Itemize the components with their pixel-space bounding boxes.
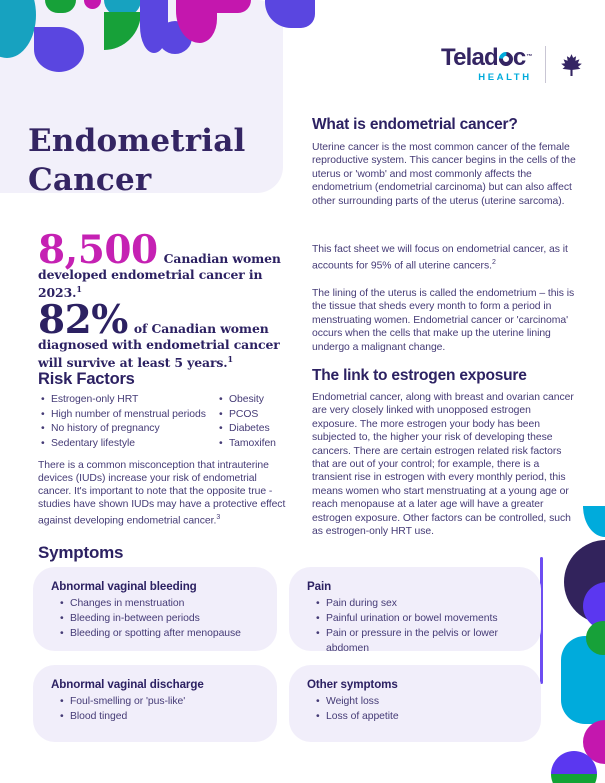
risk-factors-heading: Risk Factors [38,370,135,388]
card-item: • Painful urination or bowel movements [315,611,523,626]
card-title: Other symptoms [307,678,398,691]
risk-item: • Diabetes [218,422,308,437]
what-is-paragraph-3: The lining of the uterus is called the endometrium – this is the tissue that sheds every month to form a period in menstruating women. Endometrial cancer or 'carcinoma' occurs when the cells that make up the uterine lining undergo a malignant change. [312,288,575,353]
logo-text [441,46,532,83]
logo-brand-start: Telad [441,44,498,71]
estrogen-paragraph: Endometrial cancer, along with breast and ovarian cancer are very closely linked with unopposed estrogen exposure. The more estrogen your body has been subjected to, the higher your risk of developing these cancers. There are certain estrogen related risk factors that are out of your control; for example, there is a transient rise in estrogen with every monthly period, this means women who start menstruating at a young age or reach menopause at a later age will have a greater estrogen exposure. Other factors can be controlled, such as estrogen-only HRT use. [312,392,574,538]
logo-brand [441,46,532,70]
risk-note-footnote: 3 [216,514,221,521]
teladoc-logo [441,46,584,83]
page-title-line1: Endometrial [28,122,246,159]
card-list [307,694,523,724]
what-is-heading: What is endometrial cancer? [312,116,518,133]
card-list [51,694,259,724]
symptom-card-pain [289,567,541,654]
card-title: Abnormal vaginal discharge [51,678,204,691]
risk-item: • Estrogen-only HRT [40,393,215,408]
risk-item: • High number of menstrual periods [40,408,215,423]
symptom-card-bleeding [33,567,277,651]
logo-divider [545,46,546,83]
logo-trademark: ™ [526,54,532,60]
card-title: Pain [307,580,332,593]
card-item: • Changes in menstruation [59,596,259,611]
card-item: • Blood tinged [59,709,259,724]
stat-text: Canadian women developed endometrial cancer in 2023. [38,251,281,301]
estrogen-heading: The link to estrogen exposure [312,367,527,384]
risk-factors-note [38,459,292,527]
card-item: • Loss of appetite [315,709,523,724]
card-list [307,596,523,656]
symptoms-heading: Symptoms [38,543,124,562]
stat-text: of Canadian women diagnosed with endometrial cancer will survive at least 5 years. [38,321,280,371]
stat-callout-incidence [38,227,290,301]
decorative-shape-cyan-quarter [583,506,605,537]
stat-value: 8,500 [38,227,158,274]
page-title-line2: Cancer [28,161,152,198]
risk-item: • PCOS [218,408,308,423]
risk-factors-col1 [40,393,215,451]
card-list [51,596,259,641]
card-item: • Pain or pressure in the pelvis or lower abdomen [315,626,523,656]
card-item: • Bleeding in-between periods [59,611,259,626]
page-title [28,122,278,200]
maple-leaf-icon [559,50,584,80]
risk-item: • Tamoxifen [218,437,308,452]
card-item: • Pain during sex [315,596,523,611]
logo-brand-end: c [512,44,526,71]
card-title: Abnormal vaginal bleeding [51,580,197,593]
what-is-paragraph-1: Uterine cancer is the most common cancer of the female reproductive system. This cancer begins in the cells of the uterus or 'womb' and most commonly affects the endometrium (endometrial carcinoma) but can also affect other surrounding parts of the uterus (uterine sarcoma). [312,142,576,207]
stat-callout-survival [38,297,290,371]
symptom-card-discharge [33,665,277,742]
what-is-paragraph-2 [312,243,578,273]
card-item: • Bleeding or spotting after menopause [59,626,259,641]
what-is-footnote: 2 [491,259,496,267]
card-item: • Foul-smelling or 'pus-like' [59,694,259,709]
risk-factors-col2 [218,393,308,451]
stat-footnote: 1 [227,354,233,365]
risk-item: • Obesity [218,393,308,408]
card-item: • Weight loss [315,694,523,709]
symptom-card-other [289,665,541,742]
risk-note-text: There is a common misconception that intrauterine devices (IUDs) increase your risk of endometrial cancer. It's important to note that the opposite true - studies have shown IUDs may have a protective effect against developing endometrial cancer. [38,460,286,527]
decorative-shape-purple-petal [34,27,84,72]
risk-item: • Sedentary lifestyle [40,437,215,452]
stat-footnote: 1 [76,284,82,295]
what-is-paragraph-2-text: This fact sheet we will focus on endometrial cancer, as it accounts for 95% of all uterine cancers. [312,244,568,272]
decorative-shape-magenta-wave [205,0,251,13]
stat-value: 82% [38,297,128,344]
logo-health-label: HEALTH [478,72,532,83]
risk-item: • No history of pregnancy [40,422,215,437]
